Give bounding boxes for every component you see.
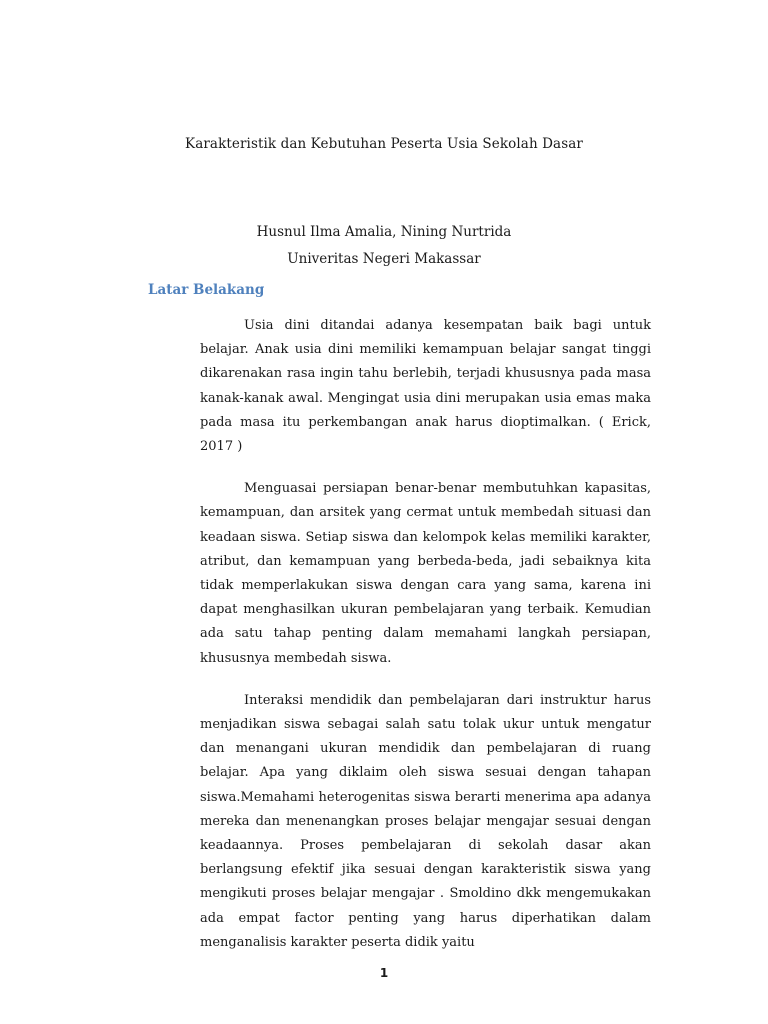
paragraph-3: Interaksi mendidik dan pembelajaran dari instruktur harus menjadikan siswa sebagai salah satu tolak ukur untuk mengatur dan menangani ukuran mendidik dan pembelajaran di ruang belajar. Apa yang diklaim oleh siswa sesuai dengan tahapan siswa.Memahami heterogenitas siswa berarti menerima apa adanya mereka dan menenangkan proses belajar mengajar sesuai dengan keadaannya. Proses pembelajaran di sekolah dasar akan berlangsung efektif jika sesuai dengan karakteristik siswa yang mengikuti proses belajar mengajar . Smoldino dkk mengemukakan ada empat factor penting yang harus diperhatikan dalam menganalisis karakter peserta didik yaitu (200, 692, 651, 950)
document-title: Karakteristik dan Kebutuhan Peserta Usia Sekolah Dasar (185, 136, 583, 152)
paragraph-1: Usia dini ditandai adanya kesempatan baik bagi untuk belajar. Anak usia dini memiliki kemampuan belajar sangat tinggi dikarenakan rasa ingin tahu berlebih, terjadi khususnya pada masa kanak-kanak awal. Mengingat usia dini merupakan usia emas maka pada masa itu perkembangan anak harus dioptimalkan. ( Erick, 2017 ) (200, 318, 651, 455)
page-number: 1 (379, 966, 389, 980)
section-heading: Latar Belakang (148, 282, 265, 298)
body-text (200, 314, 651, 973)
author-names: Husnul Ilma Amalia, Nining Nurtrida (256, 224, 512, 240)
author-block (0, 219, 768, 273)
author-affiliation: Univeritas Negeri Makassar (287, 251, 481, 267)
paragraph-2: Menguasai persiapan benar-benar membutuhkan kapasitas, kemampuan, dan arsitek yang cermat untuk membedah situasi dan keadaan siswa. Setiap siswa dan kelompok kelas memiliki karakter, atribut, dan kemampuan yang berbeda-beda, jadi sebaiknya kita tidak memperlakukan siswa dengan cara yang sama, karena ini dapat menghasilkan ukuran pembelajaran yang terbaik. Kemudian ada satu tahap penting dalam memahami langkah persiapan, khususnya membedah siswa. (200, 481, 651, 666)
